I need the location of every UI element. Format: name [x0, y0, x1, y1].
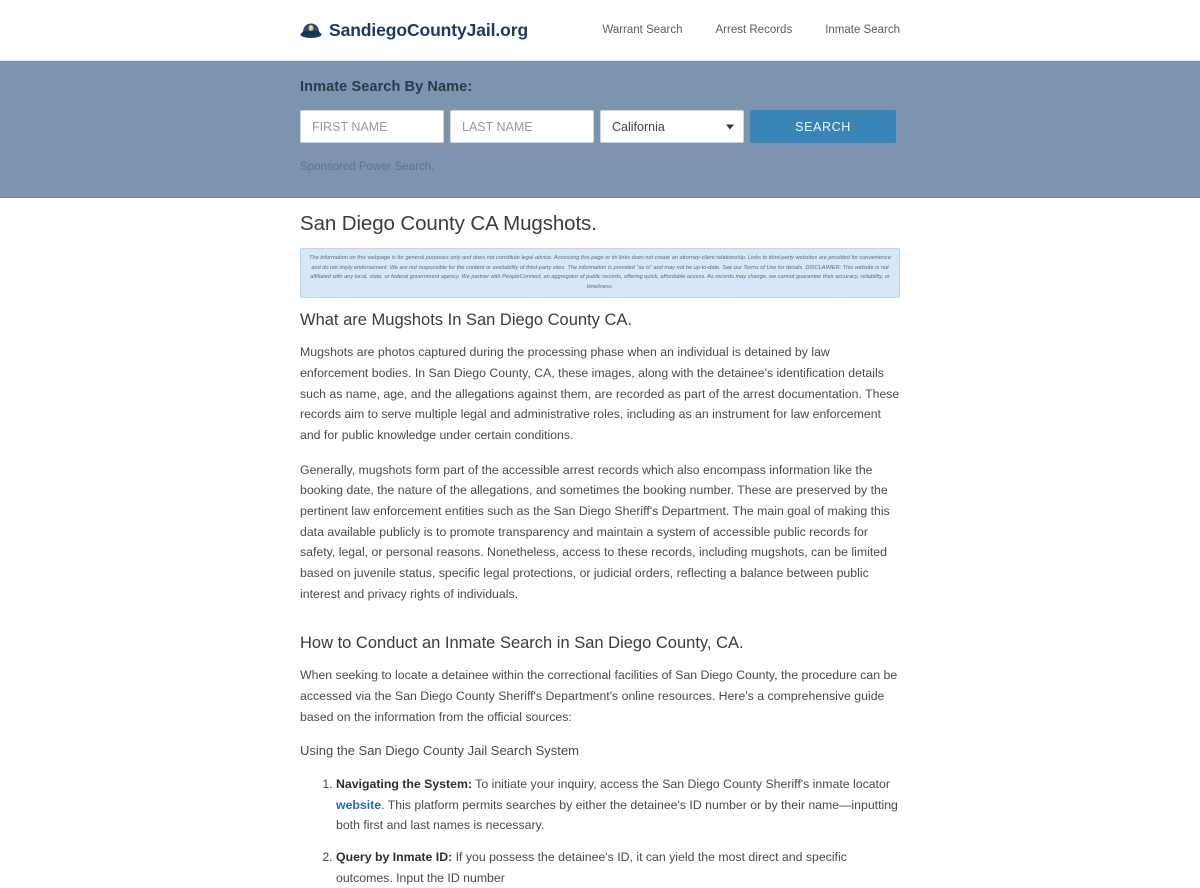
list-item — [336, 774, 900, 836]
sponsored-power-search-link[interactable]: Sponsored Power Search. — [300, 161, 435, 173]
police-cap-icon — [300, 21, 322, 39]
state-select-value: California — [600, 110, 744, 143]
nav-link-warrant-search[interactable]: Warrant Search — [602, 24, 683, 36]
state-select[interactable] — [600, 110, 744, 143]
inmate-search-band — [0, 61, 1200, 198]
page-title: San Diego County CA Mugshots. — [300, 212, 597, 235]
search-band-title: Inmate Search By Name: — [300, 79, 473, 95]
main-nav — [602, 24, 900, 36]
disclaimer-box: The information on this webpage is for general purposes only and does not constitute legal advice. Accessing this page or its links does not create an attorney-client relationship. Links to third-party websites are provided for convenience and do not imply endorsement. We are not responsible for the content or availability of third-party sites. The information is provided "as is" and may not be up-to-date. See our Terms of Use for details. DISCLAIMER: This website is not affiliated with any local, state, or federal government agency. We partner with PeopleConnect, an aggregator of public records, offering quick, affordable access. As records may change, we cannot guarantee their accuracy, reliability, or timeliness. — [300, 248, 900, 298]
nav-link-arrest-records[interactable]: Arrest Records — [715, 24, 793, 36]
list-item — [336, 847, 900, 888]
search-form — [300, 110, 900, 143]
search-button[interactable]: SEARCH — [750, 110, 896, 143]
step-text-after-link: . This platform permits searches by either the detainee's ID number or by their name—inputting both first and last names is necessary. — [336, 797, 898, 833]
steps-list — [300, 774, 900, 888]
subheading-jail-search-system: Using the San Diego County Jail Search System — [300, 743, 579, 759]
brand-name: SandiegoCountyJail.org — [329, 19, 529, 40]
search-band-inner — [300, 79, 900, 175]
step-text-before-link: If you possess the detainee's ID, it can yield the most direct and specific outcomes. Input the ID number — [336, 850, 847, 885]
step-label: Query by Inmate ID: — [336, 850, 453, 865]
nav-link-inmate-search[interactable]: Inmate Search — [825, 24, 900, 36]
paragraph-one: Mugshots are photos captured during the processing phase when an individual is detained by law enforcement bodies. In San Diego County, CA, these images, along with the detainee's identification details such as name, age, and the allegations against them, are recorded as part of the arrest documentation. These records aim to serve multiple legal and administrative roles, including as an instrument for law enforcement and for public knowledge under certain conditions. — [300, 345, 900, 443]
step-label: Navigating the System: — [336, 777, 472, 792]
inmate-locator-website-link[interactable]: website — [336, 797, 382, 812]
first-name-input[interactable] — [300, 110, 444, 143]
header-inner — [300, 20, 900, 41]
site-header — [0, 0, 1200, 61]
last-name-input[interactable] — [450, 110, 594, 143]
article-content — [300, 198, 900, 888]
paragraph-three: When seeking to locate a detainee within the correctional facilities of San Diego County, the procedure can be accessed via the San Diego County Sheriff's Department's online resources. Here's a comprehensive guide based on the information from the official sources: — [300, 668, 898, 724]
section-title-how-to-conduct-search: How to Conduct an Inmate Search in San Diego County, CA. — [300, 634, 744, 653]
step-text-before-link: To initiate your inquiry, access the San Diego County Sheriff's inmate locator — [471, 777, 890, 792]
brand-logo-link[interactable] — [300, 20, 528, 41]
paragraph-two: Generally, mugshots form part of the accessible arrest records which also encompass information like the booking date, the nature of the allegations, and sometimes the booking number. These are preserved by the pertinent law enforcement entities such as the San Diego Sheriff's Department. The main goal of making this data available publicly is to promote transparency and maintain a system of accessible public records for safety, legal, or personal reasons. Nonetheless, access to these records, including mugshots, can be limited based on juvenile status, specific legal protections, or judicial orders, reflecting a balance between public interest and privacy rights of individuals. — [300, 462, 890, 601]
section-title-what-are-mugshots: What are Mugshots In San Diego County CA. — [300, 311, 632, 330]
